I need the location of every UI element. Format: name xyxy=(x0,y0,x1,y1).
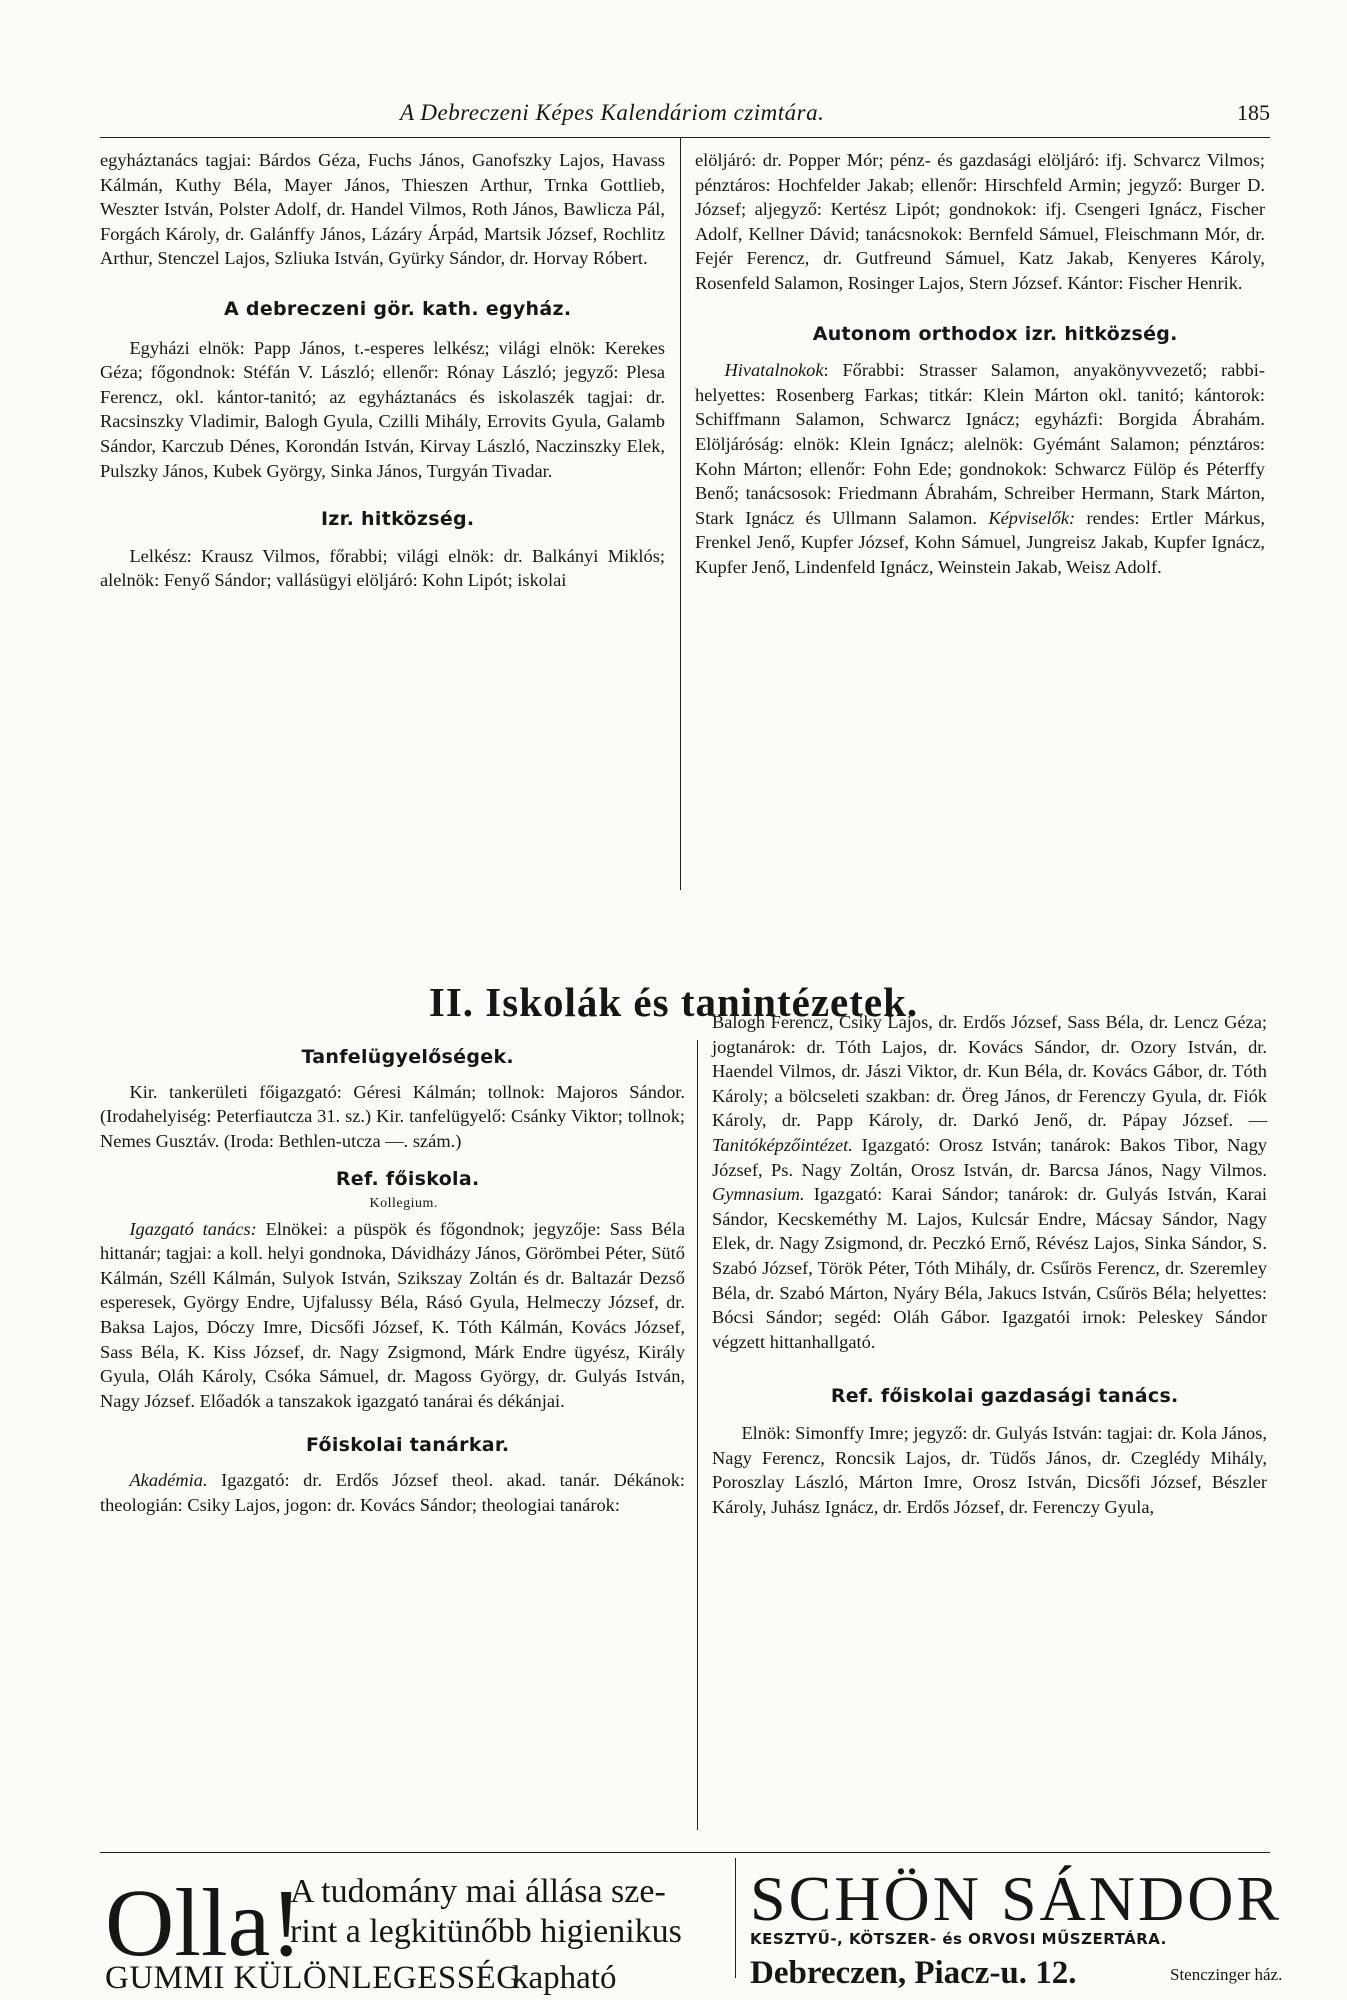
body-paragraph xyxy=(695,358,1265,579)
advert-house: Stenczinger ház. xyxy=(1170,1965,1283,1984)
advert-rule xyxy=(100,1852,1270,1853)
text-run: rendes: Ertler Márkus, Frenkel Jenő, Kupfer József, Kohn Sámuel, Jungreisz Jakab, Kupfer Ignácz, Kupfer Jenő, Lindenfeld Ignácz, Weinstein Jakab, Weisz Adolf. xyxy=(695,507,1265,577)
body-paragraph: Kir. tankerületi főigazgató: Géresi Kálmán; tollnok: Majoros Sándor. (Irodahelyiség: Peterfiautcza 31. sz.) Kir. tanfelügyelő: Csánky Viktor; tollnok; Nemes Gusztáv. (Iroda: Bethlen-utcza —. szám.) xyxy=(100,1081,685,1151)
text-run: Igazgató: dr. Erdős József theol. akad. tanár. Dékánok: theologián: Csiky Lajos, jogon: dr. Kovács Sándor; theologiai tanárok: xyxy=(100,1469,685,1515)
text-run: Balogh Ferencz, Csiky Lajos, dr. Erdős József, Sass Béla, dr. Lencz Géza; jogtanárok: dr. Tóth Lajos, dr. Kovács Sándor, dr. Ozory István, dr. Haendel Vilmos, dr. Jászi Viktor, dr. Kun Béla, dr. Kovács Gábor, dr. Tóth Károly; a bölcseleti szakban: dr. Öreg János, dr Ferenczy Gyula, dr. Fiók Károly, dr. Papp Károly, dr. Darkó Jenő, dr. Pápay József. — xyxy=(712,1012,1267,1131)
page-number: 185 xyxy=(1237,100,1270,125)
top-left-column xyxy=(100,148,665,593)
advert-product: GUMMI KÜLÖNLEGESSÉG xyxy=(105,1960,521,1996)
section-heading: Autonom orthodox izr. hitközség. xyxy=(812,322,1178,345)
italic-label: Képviselők: xyxy=(988,507,1076,528)
body-paragraph: Egyházi elnök: Papp János, t.-esperes lelkész; világi elnök: Kerekes Géza; főgondnok: Stéfán V. László; ellenőr: Rónay László; jegyző: Plesa Ferencz, okl. kántor-tanitó; az egyháztanács és iskolaszék tagjai: dr. Racsinszky Vladimir, Balogh Gyula, Czilli Mihály, Errovits Gyula, Galamb Sándor, Karczub Dénes, Korondán István, Kirvay László, Naczinszky Elek, Pulszky János, Kubek György, Sinka János, Turgyán Tivadar. xyxy=(100,337,665,481)
italic-label: Igazgató tanács: xyxy=(129,1218,257,1239)
advert-brand: SCHÖN SÁNDOR xyxy=(750,1863,1283,1934)
header-rule xyxy=(100,137,1270,138)
advert-divider xyxy=(735,1858,736,1978)
advert-text xyxy=(290,1872,682,1952)
advert-olla: Olla! xyxy=(105,1869,303,1976)
italic-label: Hivatalnokok xyxy=(724,360,824,381)
advert-line: rint a legkitünőbb higienikus xyxy=(290,1913,682,1950)
chapter-title: II. Iskolák és tanintézetek. xyxy=(428,979,919,1025)
advert-line: A tudomány mai állása sze- xyxy=(290,1873,666,1910)
section-heading: A debreczeni gör. kath. egyház. xyxy=(224,297,572,320)
bottom-right-column xyxy=(712,1010,1267,1519)
section-heading: Ref. főiskola. xyxy=(335,1168,480,1191)
text-run: : Főrabbi: Strasser Salamon, anyakönyvvezető; rabbi-helyettes: Rosenberg Farkas; titkár: Klein Márton okl. tanitó; kántorok: Schiffmann Salamon, Schwarcz Ignácz; egyházfi: Borgida Ábrahám. Elöljáróság: elnök: Klein Ignácz; alelnök: Gyémánt Salamon; pénztáros: Kohn Márton; ellenőr: Fohn Ede; gondnokok: Schwarcz Fülöp és Péterffy Benő; tanácsosok: Friedmann Ábrahám, Schreiber Hermann, Stark Márton, Stark Ignácz és Ullmann Salamon. xyxy=(695,360,1265,528)
body-paragraph xyxy=(712,1010,1267,1354)
column-divider-bottom xyxy=(697,1040,698,1830)
advert-address: Debreczen, Piacz-u. 12. xyxy=(750,1955,1077,1991)
column-divider-top xyxy=(680,138,681,890)
body-paragraph xyxy=(100,1468,685,1517)
bottom-left-column xyxy=(100,1045,685,1517)
top-right-column xyxy=(695,148,1265,580)
body-paragraph: Lelkész: Krausz Vilmos, főrabbi; világi elnök: dr. Balkányi Miklós; alelnök: Fenyő Sándor; vallásügyi elöljáró: Kohn Lipót; iskolai xyxy=(100,545,665,591)
section-heading: Főiskolai tanárkar. xyxy=(306,1434,510,1457)
body-paragraph: elöljáró: dr. Popper Mór; pénz- és gazdasági elöljáró: ifj. Schvarcz Vilmos; pénztáros: Hochfelder Jakab; ellenőr: Hirschfeld Armin; jegyző: Burger D. József; aljegyző: Kertész Lipót; gondnokok: ifj. Csengeri Ignácz, Fischer Adolf, Kellner Dávid; tanácsnokok: Bernfeld Sámuel, Fleischmann Mór, dr. Fejér Ferencz, dr. Gutfreund Sámuel, Katz Jakab, Kenyeres Károly, Rosenfeld Salamon, Rosinger Lajos, Stern József. Kántor: Fischer Henrik. xyxy=(695,150,1265,293)
page-header xyxy=(100,100,1270,130)
italic-label: Tanitóképzőintézet. xyxy=(712,1134,853,1155)
body-paragraph: egyháztanács tagjai: Bárdos Géza, Fuchs János, Ganofszky Lajos, Havass Kálmán, Kuthy Béla, Mayer János, Thieszen Arthur, Trnka Gottlieb, Weszter István, Polster Adolf, dr. Handel Vilmos, Roth János, Bawlicza Pál, Forgách Károly, dr. Galánffy János, Lázáry Árpád, Martsik József, Rochlitz Arthur, Stenczel Lajos, Szliuka István, Gyürky Sándor, dr. Horvay Róbert. xyxy=(100,150,665,269)
advert-line: kapható xyxy=(512,1960,617,1996)
body-paragraph xyxy=(100,1217,685,1414)
running-title: A Debreczeni Képes Kalendáriom czimtára. xyxy=(400,100,825,125)
section-heading: Tanfelügyelőségek. xyxy=(301,1046,514,1068)
text-run: Igazgató: Karai Sándor; tanárok: dr. Gulyás István, Karai Sándor, Kecskeméthy M. Lajos, Kulcsár Endre, Mácsay Sándor, Nagy Elek, dr. Nagy Zsigmond, dr. Peczkó Ernő, Révész Lajos, Sinka Sándor, S. Szabó József, Török Péter, Tóth Mihály, dr. Csűrös Ferencz, dr. Szeremley Béla, dr. Szabó Márton, Nyáry Béla, Jakucs István, Csűrös Béla; helyettes: Bócsi Sándor; segéd: Oláh Gábor. Igazgatói irnok: Peleskey Sándor végzett hittanhallgató. xyxy=(712,1184,1267,1352)
sub-heading: Kollegium. xyxy=(369,1195,438,1211)
section-heading: Ref. főiskolai gazdasági tanács. xyxy=(830,1385,1179,1408)
text-run: Elnökei: a püspök és főgondnok; jegyzője: Sass Béla hittanár; tagjai: a koll. helyi gondnoka, Dávidházy János, Görömbei Péter, Sütő Kálmán, Széll Kálmán, Sulyok István, Szikszay Zoltán és dr. Baltazár Dezső esperesek, György Endre, Ujfalussy Béla, Rásó Gyula, Helmeczy József, dr. Baksa Lajos, Dóczy Imre, Dicsőfi József, K. Tóth Kálmán, Kovács József, Sass Béla, K. Kiss József, dr. Nagy Zsigmond, Márk Endre ügyész, Király Gyula, Oláh Károly, Csóka Sámuel, dr. Magoss György, dr. Gulyás István, Nagy József. Előadók a tanszakok igazgató tanárai és dékánjai. xyxy=(100,1218,685,1411)
text-run: Igazgató: Orosz István; tanárok: Bakos Tibor, Nagy József, Ps. Nagy Zoltán, Orosz István, dr. Barcsa János, Nagy Vilmos. xyxy=(712,1134,1267,1180)
section-heading: Izr. hitközség. xyxy=(320,508,475,531)
body-paragraph: Elnök: Simonffy Imre; jegyző: dr. Gulyás István: tagjai: dr. Kola János, Nagy Ferencz, Roncsik Lajos, dr. Tüdős János, dr. Czeglédy Mihály, Poroszlay László, Márton Imre, Orosz István, Dicsőfi József, Bészler Károly, Juhász Ignácz, dr. Erdős József, dr. Ferenczy Gyula, xyxy=(712,1422,1267,1517)
advert-subtitle: KESZTYŰ-, KÖTSZER- és ORVOSI MŰSZERTÁRA. xyxy=(750,1930,1167,1948)
italic-label: Akadémia. xyxy=(129,1469,208,1490)
italic-label: Gymnasium. xyxy=(712,1184,805,1205)
